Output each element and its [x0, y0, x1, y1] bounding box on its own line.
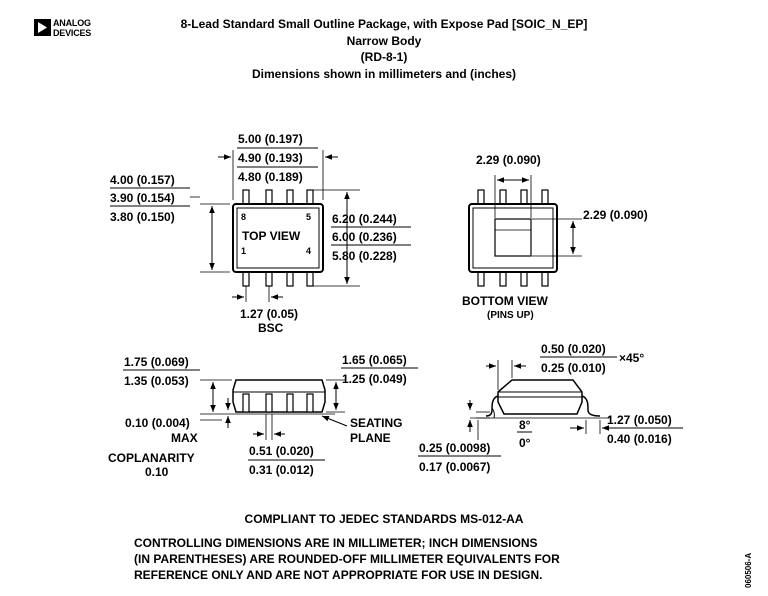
length-min-label: 4.80 (0.189) [238, 170, 303, 184]
logo-line-2: DEVICES [53, 27, 92, 38]
seating-label-1: SEATING [350, 416, 403, 430]
title-line-4: Dimensions shown in millimeters and (inches) [251, 66, 517, 81]
chamfer-min-label: 0.25 (0.010) [541, 361, 606, 375]
pin-1-label: 1 [241, 246, 247, 256]
logo-line-1: ANALOG [53, 18, 91, 28]
title-line-3: (RD-8-1) [360, 50, 408, 64]
pin-5-label: 5 [306, 212, 312, 222]
pad-width-label: 2.29 (0.090) [476, 153, 541, 167]
lead-angle-min-label: 0° [519, 436, 531, 450]
standoff-low-note: MAX [171, 431, 198, 445]
body-width-min-label: 3.80 (0.150) [110, 210, 175, 224]
pin-4-label: 4 [306, 246, 312, 256]
lead-width-min-label: 0.31 (0.012) [249, 463, 314, 477]
note-line-2: (IN PARENTHESES) ARE ROUNDED-OFF MILLIMETER EQUIVALENTS FOR [134, 552, 560, 566]
pin-8-label: 8 [241, 212, 247, 222]
length-nom-label: 4.90 (0.193) [238, 151, 303, 165]
standoff-max-label: 1.65 (0.065) [342, 353, 407, 367]
pins-up-label: (PINS UP) [487, 310, 534, 321]
body-width-nom-label: 3.90 (0.154) [110, 191, 175, 205]
foot-length-min-label: 0.40 (0.016) [607, 432, 672, 446]
lead-angle-max-label: 8° [519, 418, 531, 432]
chamfer-max-label: 0.50 (0.020) [541, 342, 606, 356]
body-width-max-label: 4.00 (0.157) [110, 173, 175, 187]
span-nom-label: 6.00 (0.236) [332, 230, 397, 244]
pad-height-label: 2.29 (0.090) [583, 208, 648, 222]
coplanarity-value: 0.10 [145, 465, 169, 479]
bottom-view-label: BOTTOM VIEW [462, 294, 548, 308]
foot-length-max-label: 1.27 (0.050) [607, 413, 672, 427]
lead-thickness-min-label: 0.17 (0.0067) [419, 460, 491, 474]
standoff-min-label: 1.25 (0.049) [342, 372, 407, 386]
chamfer-angle-label: ×45° [619, 351, 645, 365]
span-max-label: 6.20 (0.244) [332, 212, 397, 226]
note-line-1: CONTROLLING DIMENSIONS ARE IN MILLIMETER; INCH DIMENSIONS [134, 536, 538, 550]
coplanarity-label: COPLANARITY [108, 451, 195, 465]
standoff-low-label: 0.10 (0.004) [125, 416, 190, 430]
title-line-1: 8-Lead Standard Small Outline Package, with Expose Pad [SOIC_N_EP] [180, 17, 588, 31]
lead-thickness-max-label: 0.25 (0.0098) [419, 441, 491, 455]
pitch-note-label: BSC [258, 321, 284, 335]
pitch-label: 1.27 (0.05) [240, 307, 299, 321]
height-min-label: 1.35 (0.053) [124, 374, 189, 388]
span-min-label: 5.80 (0.228) [332, 249, 397, 263]
jedec-compliance-note: COMPLIANT TO JEDEC STANDARDS MS-012-AA [244, 512, 524, 526]
height-max-label: 1.75 (0.069) [124, 355, 189, 369]
top-view-label: TOP VIEW [242, 229, 301, 243]
document-code: 060506-A [744, 552, 753, 588]
title-line-2: Narrow Body [346, 33, 422, 48]
side-view [200, 380, 345, 440]
bottom-view [469, 175, 582, 286]
length-max-label: 5.00 (0.197) [238, 132, 303, 146]
lead-width-max-label: 0.51 (0.020) [249, 444, 314, 458]
seating-label-2: PLANE [350, 431, 391, 445]
note-line-3: REFERENCE ONLY AND ARE NOT APPROPRIATE FOR USE IN DESIGN. [134, 568, 543, 582]
controlling-dimensions-note [134, 535, 560, 583]
